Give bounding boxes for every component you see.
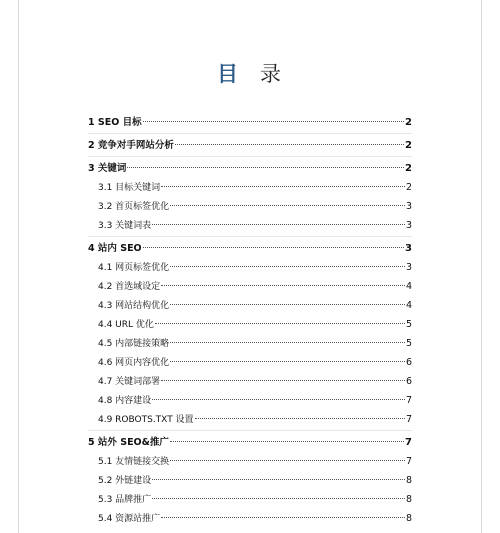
toc-subsection-entry[interactable]: [88, 315, 412, 334]
toc-subsection-entry[interactable]: [88, 490, 412, 509]
toc-page-number: 6: [405, 376, 412, 387]
toc-dot-leader: [152, 224, 405, 225]
toc-dot-leader: [175, 144, 404, 145]
toc-entry-label: 4.5 内部链接策略: [98, 339, 170, 349]
toc-entry-label: 3 关键词: [88, 163, 127, 174]
toc-page-number: 4: [405, 300, 412, 311]
toc-dot-leader: [143, 247, 404, 248]
toc-subsection-entry[interactable]: [88, 277, 412, 296]
toc-dot-leader: [143, 121, 404, 122]
toc-entry-label: 5.2 外链建设: [98, 476, 152, 486]
toc-dot-leader: [152, 399, 405, 400]
toc-entry-label: 4.7 关键词部署: [98, 377, 161, 387]
toc-section-entry[interactable]: [88, 433, 412, 452]
toc-dot-leader: [170, 342, 405, 343]
toc-page-number: 7: [405, 395, 412, 406]
toc-entry-label: 4.8 内容建设: [98, 396, 152, 406]
toc-entry-label: 5 站外 SEO&推广: [88, 437, 169, 448]
title-char-2: 录: [260, 62, 283, 86]
toc-dot-leader: [161, 186, 405, 187]
toc-subsection-entry[interactable]: [88, 471, 412, 490]
toc-subsection-entry[interactable]: [88, 391, 412, 410]
toc-subsection-entry[interactable]: [88, 372, 412, 391]
toc-divider: [88, 430, 412, 431]
toc-section-entry[interactable]: [88, 239, 412, 258]
toc-entry-label: 4.6 网页内容优化: [98, 358, 170, 368]
toc-dot-leader: [127, 167, 404, 168]
toc-dot-leader: [161, 517, 405, 518]
toc-page-number: 2: [405, 140, 412, 151]
toc-divider: [88, 236, 412, 237]
toc-dot-leader: [170, 266, 405, 267]
toc-dot-leader: [155, 323, 405, 324]
toc-subsection-entry[interactable]: [88, 178, 412, 197]
toc-dot-leader: [170, 205, 405, 206]
toc-page-number: 2: [405, 117, 412, 128]
toc-subsection-entry[interactable]: [88, 353, 412, 372]
toc-subsection-entry[interactable]: [88, 197, 412, 216]
toc-subsection-entry[interactable]: [88, 452, 412, 471]
toc-page-number: 4: [405, 281, 412, 292]
toc-subsection-entry[interactable]: [88, 509, 412, 528]
toc-entry-label: 2 竞争对手网站分析: [88, 140, 174, 151]
toc-entry-label: 3.1 目标关键词: [98, 183, 161, 193]
toc-subsection-entry[interactable]: [88, 216, 412, 235]
toc-section-entry[interactable]: [88, 136, 412, 155]
toc-dot-leader: [170, 304, 405, 305]
toc-entry-label: 4.9 ROBOTS.TXT 设置: [98, 415, 194, 425]
toc-section-entry[interactable]: [88, 113, 412, 132]
toc-dot-leader: [195, 418, 405, 419]
toc-page-number: 5: [405, 319, 412, 330]
toc-entry-label: 4 站内 SEO: [88, 243, 142, 254]
toc-dot-leader: [161, 285, 405, 286]
table-of-contents: [88, 113, 412, 528]
toc-entry-label: 5.4 资源站推广: [98, 514, 161, 524]
toc-entry-label: 3.2 首页标签优化: [98, 202, 170, 212]
toc-page-number: 3: [405, 243, 412, 254]
toc-page-number: 7: [405, 456, 412, 467]
toc-entry-label: 4.1 网页标签优化: [98, 263, 170, 273]
toc-subsection-entry[interactable]: [88, 258, 412, 277]
toc-divider: [88, 156, 412, 157]
toc-dot-leader: [170, 361, 405, 362]
toc-entry-label: 3.3 关键词表: [98, 221, 152, 231]
toc-page-number: 5: [405, 338, 412, 349]
page-title: [0, 58, 500, 88]
toc-dot-leader: [152, 479, 405, 480]
toc-entry-label: 4.3 网站结构优化: [98, 301, 170, 311]
toc-page-number: 8: [405, 475, 412, 486]
toc-dot-leader: [161, 380, 405, 381]
toc-page-number: 3: [405, 220, 412, 231]
toc-page-number: 3: [405, 201, 412, 212]
toc-page-number: 6: [405, 357, 412, 368]
toc-page-number: 2: [405, 182, 412, 193]
toc-page-number: 7: [405, 414, 412, 425]
toc-dot-leader: [152, 498, 405, 499]
toc-entry-label: 1 SEO 目标: [88, 117, 142, 128]
title-char-1: 目: [217, 62, 240, 86]
toc-entry-label: 5.1 友情链接交换: [98, 457, 170, 467]
toc-dot-leader: [170, 460, 405, 461]
toc-entry-label: 4.4 URL 优化: [98, 320, 154, 330]
toc-subsection-entry[interactable]: [88, 296, 412, 315]
toc-page-number: 8: [405, 513, 412, 524]
toc-subsection-entry[interactable]: [88, 334, 412, 353]
toc-entry-label: 5.3 品牌推广: [98, 495, 152, 505]
toc-page-number: 2: [405, 163, 412, 174]
toc-page-number: 3: [405, 262, 412, 273]
toc-divider: [88, 133, 412, 134]
toc-page-number: 8: [405, 494, 412, 505]
toc-page-number: 7: [405, 437, 412, 448]
toc-subsection-entry[interactable]: [88, 410, 412, 429]
toc-section-entry[interactable]: [88, 159, 412, 178]
toc-entry-label: 4.2 首选域设定: [98, 282, 161, 292]
toc-dot-leader: [170, 441, 404, 442]
